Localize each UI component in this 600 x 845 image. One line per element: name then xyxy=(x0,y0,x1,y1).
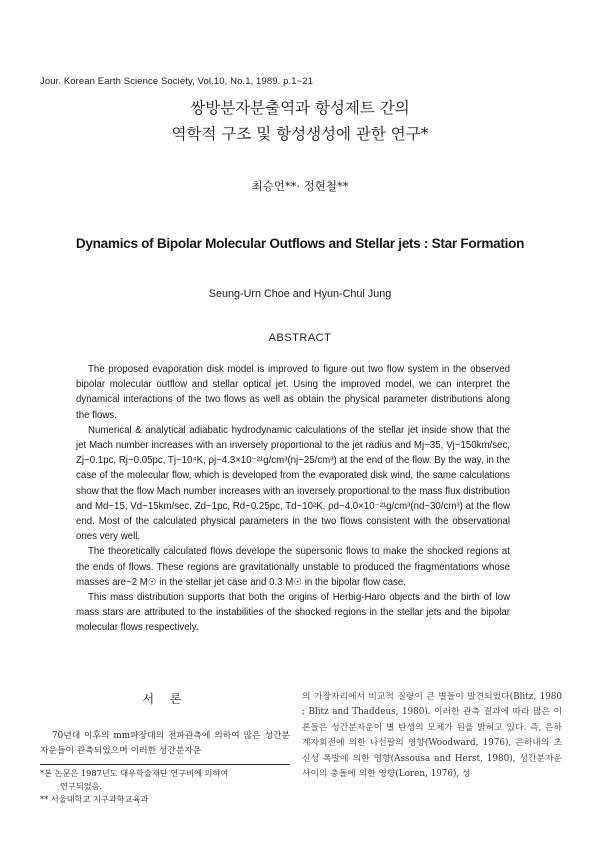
journal-citation: Jour. Korean Earth Science Society, Vol.10, No.1, 1989. p.1~21 xyxy=(40,76,313,87)
english-authors: Seung-Urn Choe and Hyun-Chul Jung xyxy=(208,288,392,300)
section-heading-introduction: 서 론 xyxy=(142,692,188,706)
footnote-affiliation: ** 서울대학교 지구과학교육과 xyxy=(40,794,149,804)
intro-paragraph-right: 의 가장자리에서 비교적 질량이 큰 별들이 발견되었다(Blitz, 1980 ; Blitz and Thaddeus, 1980). 이러한 관측 결과에 따라 많은 이론들은 성간분자운이 별 탄생의 모체가 된을 밝혀고 있다. 즉, 은하계자회전에 의한 나선팔의 영향(Woodward, 1976), 은하내의 초신성 폭발에 의한 영향(Assousa and Herst, 1980), 성간분자운 사이의 충돌에 의한 영향(Loren, 1976), 성 xyxy=(302,692,562,780)
abstract-paragraph: Numerical & analytical adiabatic hydrodynamic calculations of the stellar jet inside show that the jet Mach number increases with an inversely proportional to the jet radius and Mj~35, Vj~150km/sec, Zj~0.1pc, Rj~0.05pc, Tj~10⁴K, ρj~4.3×10⁻²¹g/cm³(nj~25/cm³) at the end of the flow. By the way, in the case of the molecular flow, which is developed from the evaporated disk wind, the same calculations show that the flow Mach number increases with an inversely proportional to the mass flux distribution and Md~15, Vd~15km/sec, Zd~1pc, Rd~0.25pc, Td~10²K, ρd~4.0×10⁻²¹g/cm³(nd~30/cm³) at the flow end. Most of the calculated physical parameters in the two flows consistent with the observational ones very well. xyxy=(76,424,510,543)
abstract-paragraph: The proposed evaporation disk model is improved to figure out two flow system in the observed bipolar molecular outflow and stellar optical jet. Using the improved model, we can interpret the dynamical interactions of the two flows as well as obtain the physical parameter distributions along the flows. xyxy=(76,364,510,421)
korean-title-line1: 쌍방분자분출역과 항성제트 간의 xyxy=(190,99,410,117)
abstract-heading: ABSTRACT xyxy=(268,332,332,344)
footnote-funding: *본 논문은 1987년도 대우학술재단 연구비에 의하여 xyxy=(40,768,229,778)
abstract-paragraph: The theoretically calculated flows develope the supersonic flows to make the shocked regions at the ends of flows. These regions are gravitationally unstable to produced the fragmentations whose masses are~2 M☉ in the stellar jet case and 0.3 M☉ in the bipolar flow case. xyxy=(76,546,510,588)
footnotes xyxy=(40,767,295,806)
korean-title-line2: 역학적 구조 및 항성생성에 관한 연구* xyxy=(171,125,429,143)
abstract-paragraph: This mass distribution supports that both the origins of Herbig-Haro objects and the birth of low mass stars are attributed to the instabilities of the shocked regions in the stellar jets and the bipolar molecular flows respectively. xyxy=(76,592,510,634)
footnote-funding-cont: 연구되었음. xyxy=(60,781,103,791)
left-column xyxy=(40,690,290,759)
intro-paragraph-left: 70년대 이후의 mm파장대의 전파관측에 의하여 많은 성간분자운들이 관측되었으며 이러한 성간분자운 xyxy=(40,731,290,756)
right-column xyxy=(302,690,562,782)
korean-authors: 최승언**· 정현철** xyxy=(251,179,349,193)
abstract-body xyxy=(76,362,510,636)
english-title: Dynamics of Bipolar Molecular Outflows and Stellar jets : Star Formation xyxy=(75,236,525,251)
footnote-divider xyxy=(40,764,290,765)
